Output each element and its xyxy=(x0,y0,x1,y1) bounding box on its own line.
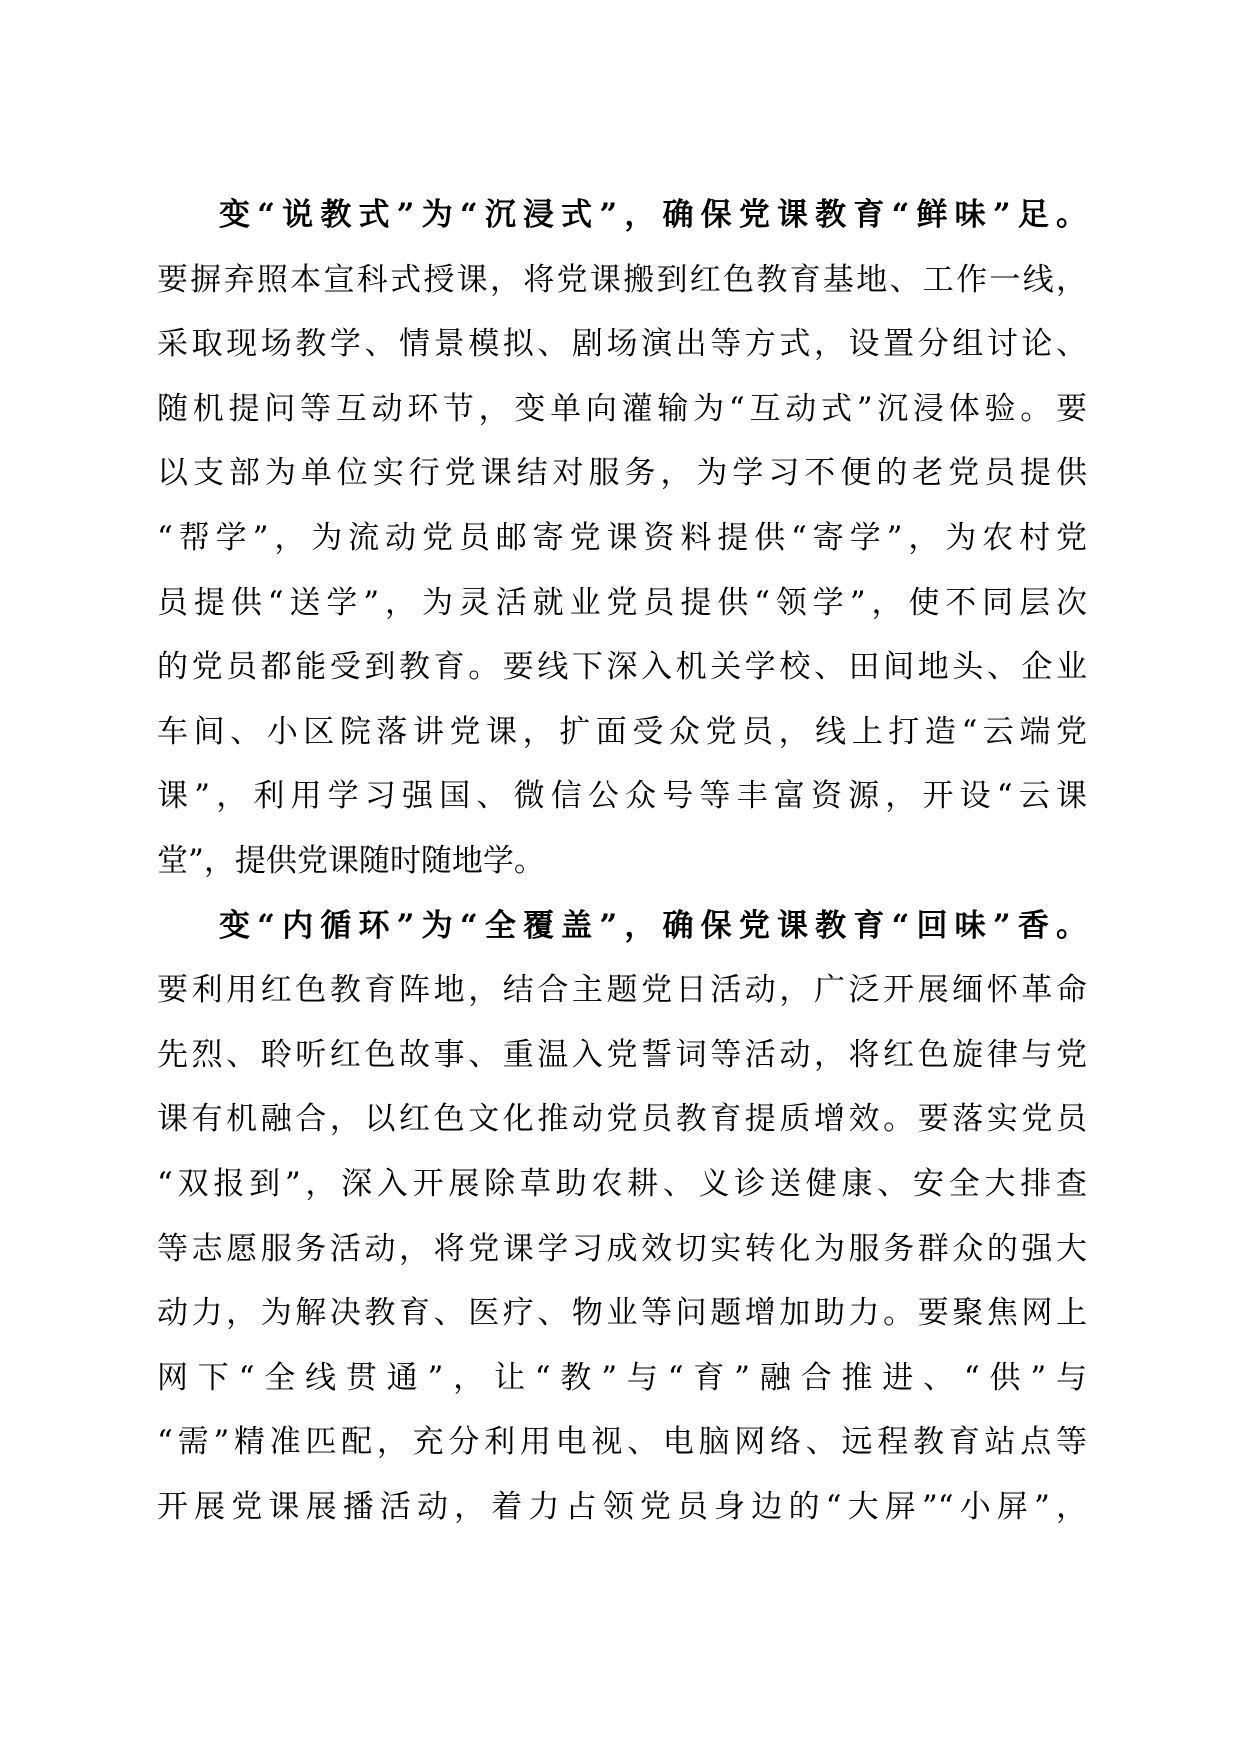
paragraph-2-line: “需”精准匹配，充分利用电视、电脑网络、远程教育站点等 xyxy=(157,1424,1087,1461)
paragraph-2-line: 先烈、聆听红色故事、重温入党誓词等活动，将红色旋律与党 xyxy=(157,1036,1087,1073)
paragraph-1-line: 要摒弃照本宣科式授课，将党课搬到红色教育基地、工作一线， xyxy=(157,261,1087,298)
paragraph-2-line: “双报到”，深入开展除草助农耕、义诊送健康、安全大排查 xyxy=(157,1165,1087,1202)
document-body xyxy=(157,183,1087,1539)
paragraph-1-line: 随机提问等互动环节，变单向灌输为“互动式”沉浸体验。要 xyxy=(157,390,1087,427)
paragraph-1-line: 采取现场教学、情景模拟、剧场演出等方式，设置分组讨论、 xyxy=(157,326,1087,363)
paragraph-1-line: 课”，利用学习强国、微信公众号等丰富资源，开设“云课 xyxy=(157,778,1087,815)
paragraph-1-line: 以支部为单位实行党课结对服务，为学习不便的老党员提供 xyxy=(157,455,1087,492)
paragraph-2-line: 开展党课展播活动，着力占领党员身边的“大屏”“小屏”， xyxy=(157,1488,1087,1525)
paragraph-2-heading: 变“内循环”为“全覆盖”，确保党课教育“回味”香。 xyxy=(219,907,1087,944)
paragraph-2-line: 等志愿服务活动，将党课学习成效切实转化为服务群众的强大 xyxy=(157,1230,1087,1267)
paragraph-2-line: 动力，为解决教育、医疗、物业等问题增加助力。要聚焦网上 xyxy=(157,1295,1087,1332)
paragraph-1-line: 堂”，提供党课随时随地学。 xyxy=(157,842,545,879)
paragraph-2-line: 要利用红色教育阵地，结合主题党日活动，广泛开展缅怀革命 xyxy=(157,972,1087,1009)
paragraph-1-line: 车间、小区院落讲党课，扩面受众党员，线上打造“云端党 xyxy=(157,713,1087,750)
paragraph-1-line: 员提供“送学”，为灵活就业党员提供“领学”，使不同层次 xyxy=(157,584,1087,621)
paragraph-1-heading: 变“说教式”为“沉浸式”，确保党课教育“鲜味”足。 xyxy=(219,197,1087,233)
paragraph-1-line: 的党员都能受到教育。要线下深入机关学校、田间地头、企业 xyxy=(157,649,1087,686)
paragraph-1-line: “帮学”，为流动党员邮寄党课资料提供“寄学”，为农村党 xyxy=(157,519,1087,556)
paragraph-2-line: 网下“全线贯通”，让“教”与“育”融合推进、“供”与 xyxy=(157,1359,1087,1396)
paragraph-2-line: 课有机融合，以红色文化推动党员教育提质增效。要落实党员 xyxy=(157,1101,1087,1138)
